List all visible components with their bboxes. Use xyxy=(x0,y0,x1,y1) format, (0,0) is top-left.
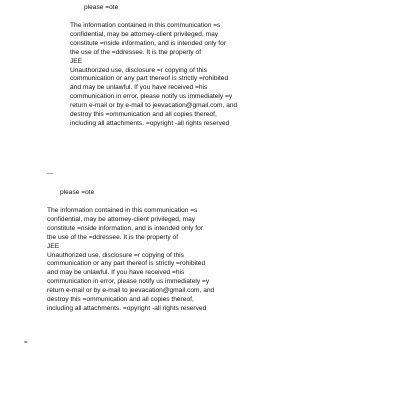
notice-line: JEE xyxy=(70,57,83,65)
notice-line: Unauthorized use, disclosure =r copying of this xyxy=(70,66,207,74)
notice-line: the use of the =ddressee. It is the property of xyxy=(70,48,202,56)
confidentiality-notice-2 xyxy=(47,207,214,314)
notice-line: destroy this =ommunication and all copies thereof, xyxy=(70,111,217,119)
notice-line: Unauthorized use, disclosure =r copying of this xyxy=(47,251,184,259)
notice-line: including all attachments. =opyright -all rights reserved xyxy=(47,304,207,312)
notice-line: constitute =nside information, and is intended only for xyxy=(70,39,226,47)
notice-line: and may be unlawful. If you have received =his xyxy=(70,84,208,92)
notice-line: including all attachments. =opyright -all rights reserved xyxy=(70,119,230,127)
notice-line: communication or any part thereof is strictly =rohibited xyxy=(47,260,206,268)
notice-line: return e-mail or by e-mail to jeevacation@gmail.com, and xyxy=(70,102,238,110)
notice-line: destroy this =ommunication and all copies thereof, xyxy=(47,296,194,304)
notice-heading-2: please =ote xyxy=(60,189,95,196)
notice-line: communication or any part thereof is strictly =rohibited xyxy=(70,75,229,83)
notice-line: the use of the =ddressee. It is the property of xyxy=(47,233,179,241)
end-mark: = xyxy=(24,340,28,346)
notice-line: JEE xyxy=(47,242,60,250)
notice-line: return e-mail or by e-mail to jeevacation@gmail.com, and xyxy=(47,287,215,295)
notice-line: communication in error, please notify us immediately =y xyxy=(47,278,210,286)
notice-line: communication in error, please notify us immediately =y xyxy=(70,93,233,101)
separator-mark: — xyxy=(47,171,53,177)
notice-line: constitute =nside information, and is intended only for xyxy=(47,224,203,232)
notice-line: The information contained in this communication =s xyxy=(70,22,221,29)
notice-line: and may be unlawful. If you have received =his xyxy=(47,269,185,277)
confidentiality-notice-1 xyxy=(70,22,237,129)
notice-heading-1: please =ote xyxy=(84,4,119,11)
notice-line: confidential, may be attorney-client privileged, may xyxy=(70,30,219,38)
notice-line: The information contained in this communication =s xyxy=(47,207,198,214)
notice-line: confidential, may be attorney-client privileged, may xyxy=(47,215,196,223)
